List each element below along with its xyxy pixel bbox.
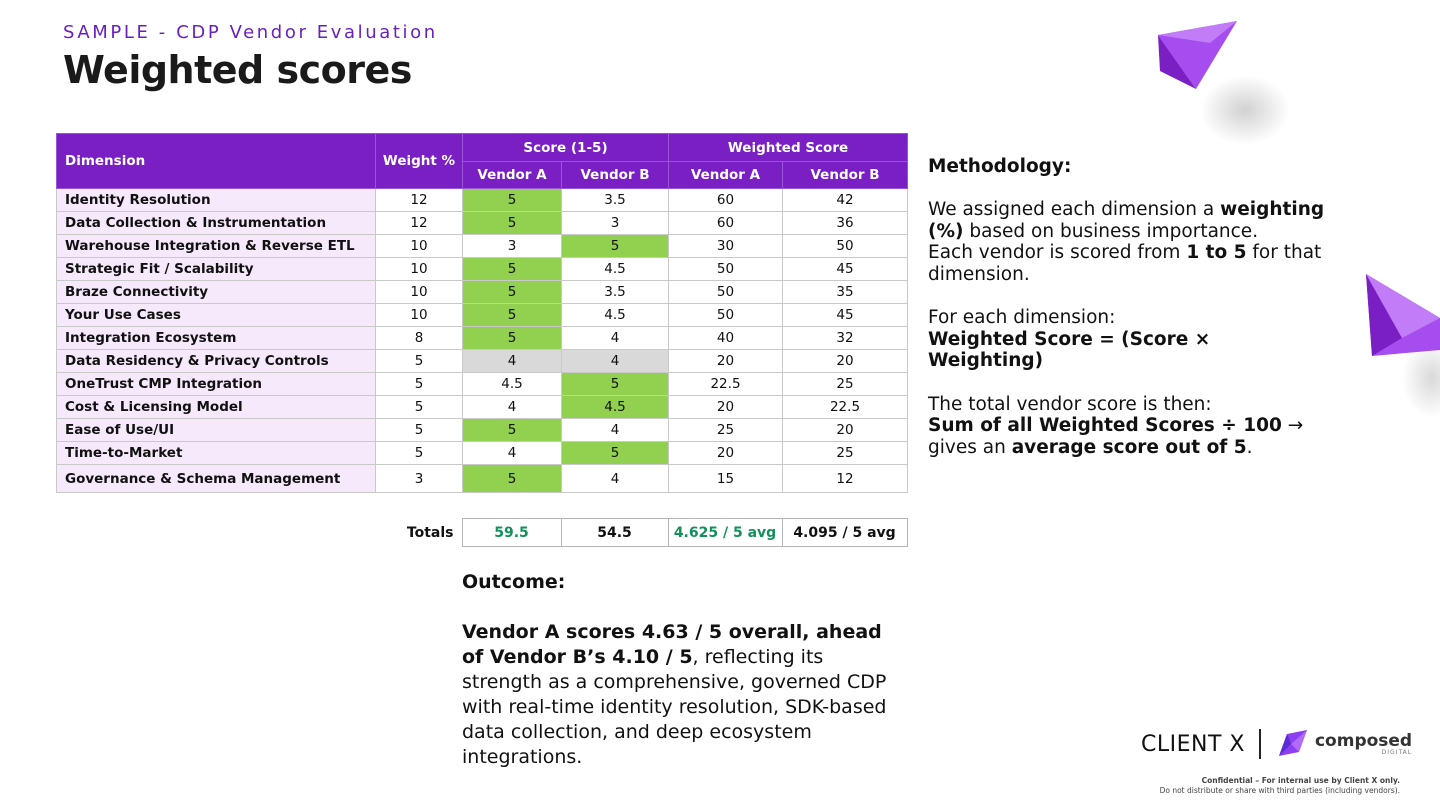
weight-cell: 5 xyxy=(376,396,463,419)
weighted-vendor-b-cell: 35 xyxy=(783,281,908,304)
confidential-line-1: Confidential – For internal use by Client X only. xyxy=(1201,776,1400,785)
weighted-vendor-b-cell: 25 xyxy=(783,442,908,465)
decorative-shape-top xyxy=(1150,15,1290,145)
weight-cell: 12 xyxy=(376,189,463,212)
weighted-vendor-a-cell: 40 xyxy=(669,327,783,350)
weighted-vendor-b-cell: 45 xyxy=(783,258,908,281)
header-weighted-vendor-b: Vendor B xyxy=(783,162,908,189)
table-row xyxy=(57,304,908,327)
outcome-rest: , reflecting its strength as a comprehensive, governed CDP with real-time identity resolution, SDK-based data collection, and deep ecosystem integrations. xyxy=(462,646,887,768)
score-vendor-b-cell: 4.5 xyxy=(562,396,669,419)
dimension-cell: Warehouse Integration & Reverse ETL xyxy=(57,235,376,258)
weighted-vendor-b-cell: 22.5 xyxy=(783,396,908,419)
score-vendor-b-cell: 4 xyxy=(562,327,669,350)
table-row xyxy=(57,465,908,493)
outcome-heading: Outcome: xyxy=(462,571,566,593)
table-row xyxy=(57,235,908,258)
weighted-vendor-b-cell: 12 xyxy=(783,465,908,493)
score-vendor-a-cell: 5 xyxy=(463,189,562,212)
score-vendor-a-cell: 5 xyxy=(463,258,562,281)
table-row xyxy=(57,281,908,304)
client-logo-text: CLIENT X xyxy=(1141,731,1245,757)
table-row xyxy=(57,212,908,235)
weighted-vendor-b-cell: 20 xyxy=(783,350,908,373)
weighted-vendor-a-cell: 50 xyxy=(669,304,783,327)
weight-cell: 3 xyxy=(376,465,463,493)
methodology-paragraph-1: We assigned each dimension a weighting (%) based on business importance. Each vendor is scored from 1 to 5 for that dimension. xyxy=(928,199,1325,285)
weight-cell: 12 xyxy=(376,212,463,235)
score-vendor-a-cell: 5 xyxy=(463,281,562,304)
footer-brand xyxy=(1141,728,1412,760)
decorative-shape-right xyxy=(1362,268,1440,418)
score-vendor-b-cell: 4 xyxy=(562,350,669,373)
weight-cell: 10 xyxy=(376,258,463,281)
weighted-vendor-b-cell: 20 xyxy=(783,419,908,442)
weighted-vendor-a-cell: 30 xyxy=(669,235,783,258)
dimension-cell: Governance & Schema Management xyxy=(57,465,376,493)
table-row xyxy=(57,419,908,442)
weighted-vendor-b-cell: 42 xyxy=(783,189,908,212)
dimension-cell: Time-to-Market xyxy=(57,442,376,465)
weighted-vendor-a-cell: 60 xyxy=(669,189,783,212)
header-score-vendor-b: Vendor B xyxy=(562,162,669,189)
header-weighted-vendor-a: Vendor A xyxy=(669,162,783,189)
score-vendor-a-cell: 4 xyxy=(463,442,562,465)
score-vendor-a-cell: 5 xyxy=(463,465,562,493)
dimension-cell: Braze Connectivity xyxy=(57,281,376,304)
dimension-cell: Ease of Use/UI xyxy=(57,419,376,442)
table-row xyxy=(57,442,908,465)
score-vendor-a-cell: 5 xyxy=(463,304,562,327)
score-vendor-a-cell: 4 xyxy=(463,396,562,419)
score-vendor-b-cell: 5 xyxy=(562,235,669,258)
weighted-vendor-a-cell: 20 xyxy=(669,396,783,419)
weighted-vendor-a-cell: 20 xyxy=(669,442,783,465)
dimension-cell: Your Use Cases xyxy=(57,304,376,327)
score-vendor-b-cell: 3.5 xyxy=(562,189,669,212)
score-vendor-b-cell: 4.5 xyxy=(562,258,669,281)
page-title: Weighted scores xyxy=(63,48,412,92)
weighted-vendor-a-cell: 50 xyxy=(669,258,783,281)
outcome-bold: Vendor A scores 4.63 / 5 overall, ahead of Vendor B’s 4.10 / 5 xyxy=(462,621,882,668)
weighted-vendor-b-cell: 36 xyxy=(783,212,908,235)
score-vendor-a-cell: 3 xyxy=(463,235,562,258)
weighted-vendor-a-cell: 20 xyxy=(669,350,783,373)
total-weighted-vendor-b: 4.095 / 5 avg xyxy=(782,519,907,547)
scores-table xyxy=(56,133,908,493)
outcome-section xyxy=(462,570,902,770)
eyebrow-subtitle: SAMPLE - CDP Vendor Evaluation xyxy=(63,22,438,43)
brand-divider xyxy=(1259,729,1261,759)
weighted-vendor-b-cell: 50 xyxy=(783,235,908,258)
score-vendor-b-cell: 5 xyxy=(562,373,669,396)
composed-logo xyxy=(1277,728,1412,760)
methodology-heading: Methodology: xyxy=(928,156,1072,177)
table-row xyxy=(57,327,908,350)
totals-label: Totals xyxy=(406,524,454,541)
score-vendor-b-cell: 4 xyxy=(562,419,669,442)
table-row xyxy=(57,350,908,373)
dimension-cell: Data Collection & Instrumentation xyxy=(57,212,376,235)
methodology-paragraph-2: For each dimension: Weighted Score = (Score × Weighting) xyxy=(928,307,1211,372)
weight-cell: 5 xyxy=(376,350,463,373)
score-vendor-b-cell: 3 xyxy=(562,212,669,235)
dimension-cell: Strategic Fit / Scalability xyxy=(57,258,376,281)
header-score-vendor-a: Vendor A xyxy=(463,162,562,189)
weighted-vendor-b-cell: 32 xyxy=(783,327,908,350)
score-vendor-b-cell: 5 xyxy=(562,442,669,465)
table-row xyxy=(57,258,908,281)
score-vendor-b-cell: 3.5 xyxy=(562,281,669,304)
score-vendor-a-cell: 5 xyxy=(463,327,562,350)
totals-table xyxy=(390,518,908,547)
header-score-group: Score (1-5) xyxy=(463,134,669,162)
weight-cell: 10 xyxy=(376,304,463,327)
weight-cell: 10 xyxy=(376,235,463,258)
total-weighted-vendor-a: 4.625 / 5 avg xyxy=(668,519,782,547)
methodology-paragraph-3: The total vendor score is then: Sum of all Weighted Scores ÷ 100 → gives an average score out of 5. xyxy=(928,393,1304,458)
total-score-vendor-b: 54.5 xyxy=(561,519,668,547)
weight-cell: 5 xyxy=(376,419,463,442)
composed-logo-icon xyxy=(1277,728,1309,760)
header-weight: Weight % xyxy=(376,134,463,189)
methodology-section xyxy=(928,156,1328,480)
dimension-cell: OneTrust CMP Integration xyxy=(57,373,376,396)
header-weighted-group: Weighted Score xyxy=(669,134,908,162)
composed-logo-sub: DIGITAL xyxy=(1381,748,1413,756)
weight-cell: 8 xyxy=(376,327,463,350)
score-vendor-a-cell: 4.5 xyxy=(463,373,562,396)
weighted-vendor-b-cell: 45 xyxy=(783,304,908,327)
weighted-vendor-b-cell: 25 xyxy=(783,373,908,396)
confidential-line-2: Do not distribute or share with third parties (including vendors). xyxy=(1159,786,1400,795)
outcome-text xyxy=(462,620,902,770)
weighted-vendor-a-cell: 22.5 xyxy=(669,373,783,396)
score-vendor-b-cell: 4.5 xyxy=(562,304,669,327)
score-vendor-a-cell: 5 xyxy=(463,212,562,235)
score-vendor-a-cell: 4 xyxy=(463,350,562,373)
dimension-cell: Integration Ecosystem xyxy=(57,327,376,350)
weight-cell: 5 xyxy=(376,373,463,396)
dimension-cell: Data Residency & Privacy Controls xyxy=(57,350,376,373)
dimension-cell: Cost & Licensing Model xyxy=(57,396,376,419)
weighted-vendor-a-cell: 50 xyxy=(669,281,783,304)
table-row xyxy=(57,373,908,396)
total-score-vendor-a: 59.5 xyxy=(462,519,561,547)
table-row xyxy=(57,396,908,419)
header-dimension: Dimension xyxy=(57,134,376,189)
weight-cell: 10 xyxy=(376,281,463,304)
score-vendor-b-cell: 4 xyxy=(562,465,669,493)
score-vendor-a-cell: 5 xyxy=(463,419,562,442)
weighted-vendor-a-cell: 60 xyxy=(669,212,783,235)
confidential-notice xyxy=(1160,776,1400,796)
dimension-cell: Identity Resolution xyxy=(57,189,376,212)
weighted-vendor-a-cell: 15 xyxy=(669,465,783,493)
composed-logo-name: composed xyxy=(1314,730,1413,751)
weighted-vendor-a-cell: 25 xyxy=(669,419,783,442)
weight-cell: 5 xyxy=(376,442,463,465)
table-row xyxy=(57,189,908,212)
